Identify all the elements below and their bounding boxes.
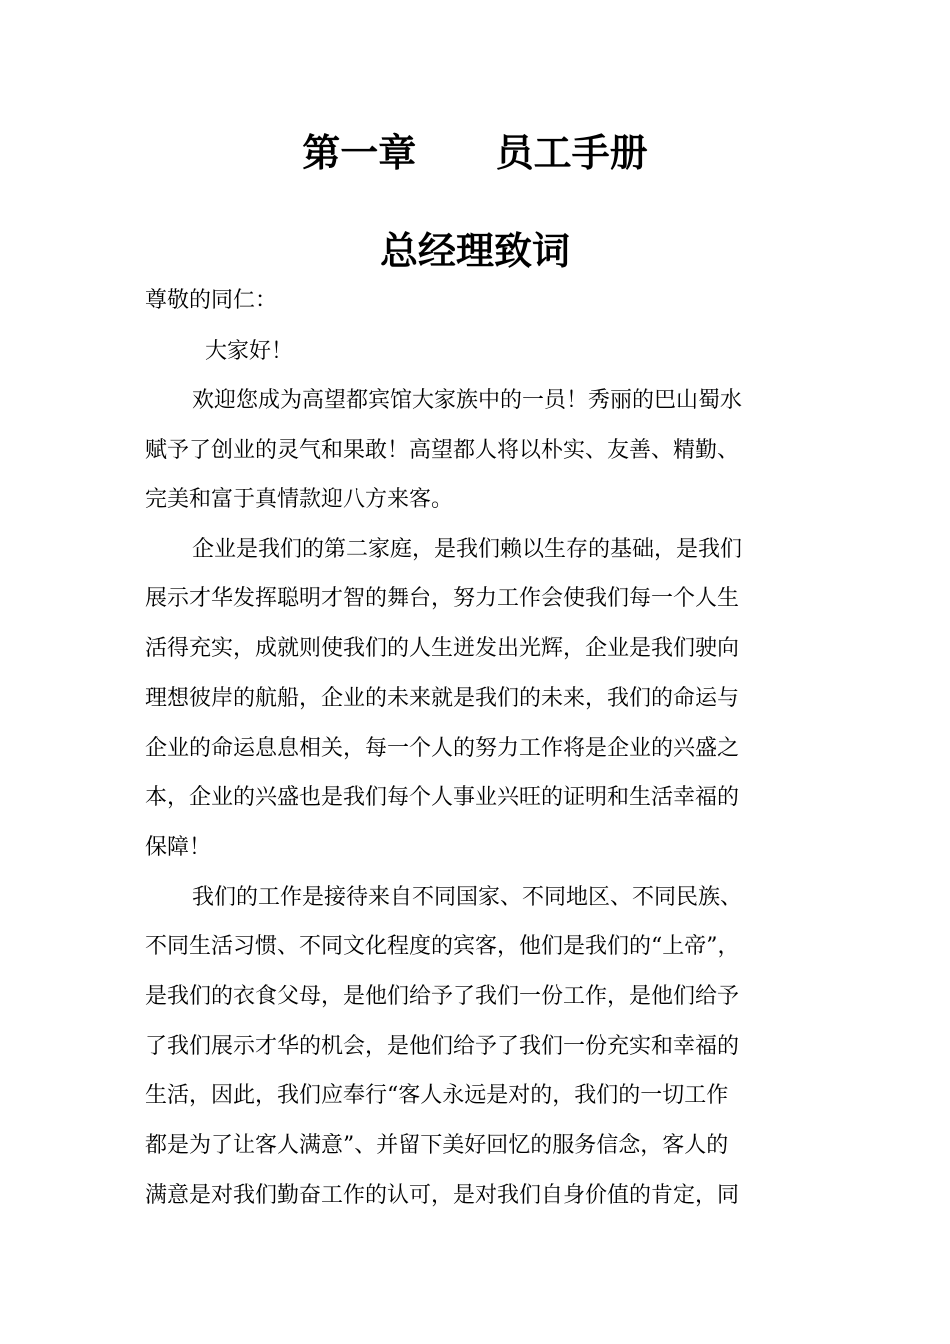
paragraph-line: 理想彼岸的航船，企业的未来就是我们的未来，我们的命运与 [145, 686, 740, 711]
paragraph-line: 我们的工作是接待来自不同国家、不同地区、不同民族、 [192, 885, 743, 910]
greeting: 大家好！ [205, 339, 294, 364]
paragraph-line: 不同生活习惯、不同文化程度的宾客，他们是我们的“上帝”， [145, 934, 740, 959]
paragraph-line: 本，企业的兴盛也是我们每个人事业兴旺的证明和生活幸福的 [145, 785, 740, 810]
paragraph-line: 都是为了让客人满意”、并留下美好回忆的服务信念，客人的 [145, 1133, 729, 1158]
paragraph-line: 展示才华发挥聪明才智的舞台，努力工作会使我们每一个人生 [145, 586, 740, 611]
chapter-title: 第一章 员工手册 [302, 131, 648, 175]
paragraph-line: 生活，因此，我们应奉行“客人永远是对的，我们的一切工作 [145, 1083, 729, 1108]
paragraph-line: 满意是对我们勤奋工作的认可，是对我们自身价值的肯定，同 [145, 1183, 740, 1208]
paragraph-line: 保障！ [145, 835, 212, 860]
paragraph-line: 赋予了创业的灵气和果敢！高望都人将以朴实、友善、精勤、 [145, 438, 740, 463]
paragraph-line: 完美和富于真情款迎八方来客。 [145, 487, 454, 512]
paragraph-line: 企业是我们的第二家庭，是我们赖以生存的基础，是我们 [192, 537, 743, 562]
paragraph-line: 活得充实，成就则使我们的人生迸发出光辉，企业是我们驶向 [145, 636, 740, 661]
speech-title: 总经理致词 [379, 229, 570, 273]
salutation: 尊敬的同仁： [145, 288, 278, 313]
paragraph-line: 了我们展示才华的机会，是他们给予了我们一份充实和幸福的 [145, 1034, 740, 1059]
paragraph-line: 企业的命运息息相关，每一个人的努力工作将是企业的兴盛之 [145, 736, 740, 761]
paragraph-line: 是我们的衣食父母，是他们给予了我们一份工作，是他们给予 [145, 984, 740, 1009]
paragraph-line: 欢迎您成为高望都宾馆大家族中的一员！秀丽的巴山蜀水 [192, 388, 743, 413]
